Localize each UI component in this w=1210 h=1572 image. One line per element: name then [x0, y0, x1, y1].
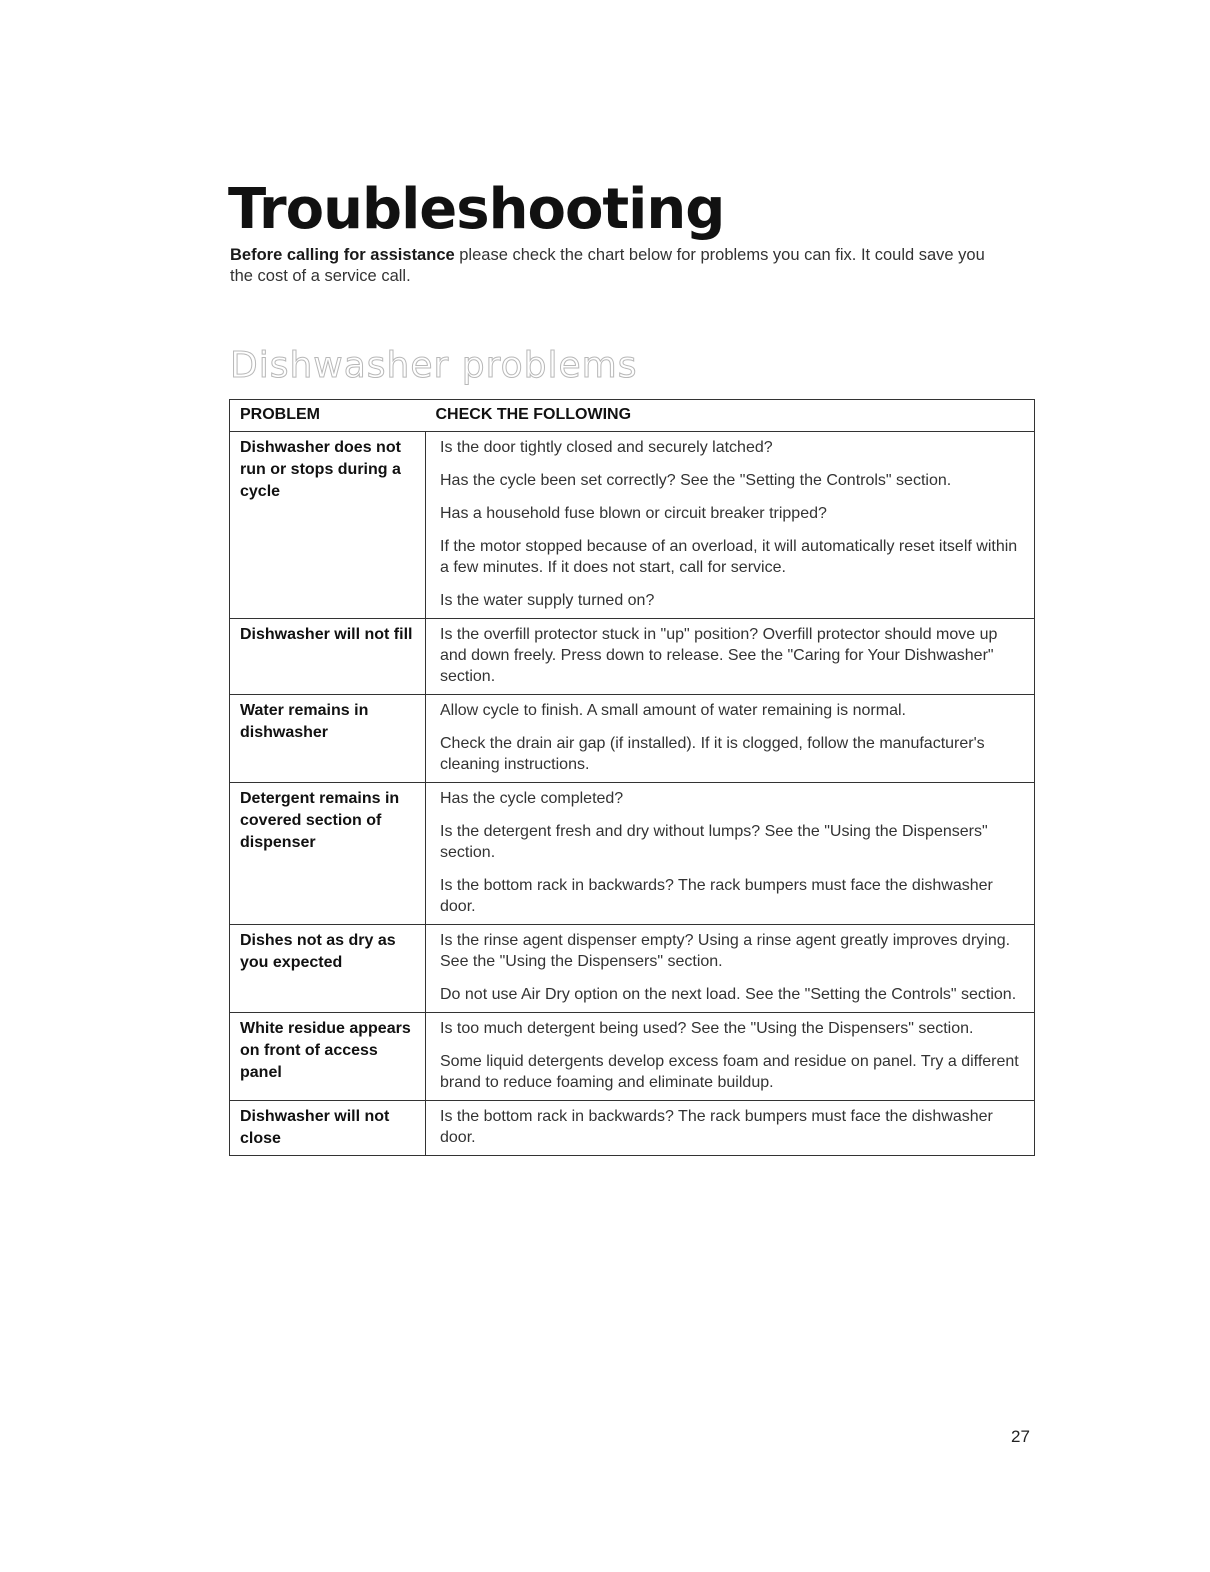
check-item: Has the cycle completed?	[440, 790, 624, 807]
check-item: Has a household fuse blown or circuit breaker tripped?	[440, 505, 827, 522]
table-row	[230, 925, 1035, 1013]
intro-paragraph	[230, 245, 1010, 287]
checks-cell	[426, 1013, 1035, 1101]
problem-cell: Dishes not as dry as you expected	[230, 925, 426, 1013]
check-item: Is the bottom rack in backwards? The rack bumpers must face the dishwasher door.	[440, 877, 993, 915]
checks-cell	[426, 695, 1035, 783]
checks-cell	[426, 432, 1035, 619]
problem-cell: Dishwasher will not close	[230, 1101, 426, 1156]
intro-text: please check the chart below for problems you can fix. It could save you the cost of a service call.	[230, 246, 985, 285]
table-row	[230, 619, 1035, 695]
problem-cell: White residue appears on front of access panel	[230, 1013, 426, 1101]
check-item: Is the rinse agent dispenser empty? Using a rinse agent greatly improves drying. See the "Using the Dispensers" section.	[440, 932, 1011, 970]
check-item: Is the overfill protector stuck in "up" position? Overfill protector should move up and down freely. Press down to release. See the "Caring for Your Dishwasher" section.	[440, 626, 998, 685]
intro-lead: Before calling for assistance	[230, 246, 455, 264]
table-row	[230, 1013, 1035, 1101]
troubleshooting-table	[229, 399, 1035, 1156]
checks-cell	[426, 925, 1035, 1013]
check-item: Is the detergent fresh and dry without lumps? See the "Using the Dispensers" section.	[440, 823, 988, 861]
table-row	[230, 432, 1035, 619]
table-header-row	[230, 400, 1035, 432]
checks-cell	[426, 783, 1035, 925]
check-item: Is too much detergent being used? See the "Using the Dispensers" section.	[440, 1020, 974, 1037]
check-item: Allow cycle to finish. A small amount of water remaining is normal.	[440, 702, 906, 719]
checks-cell	[426, 1101, 1035, 1156]
check-item: Some liquid detergents develop excess foam and residue on panel. Try a different brand to reduce foaming and eliminate buildup.	[440, 1053, 1019, 1091]
check-item: Check the drain air gap (if installed). If it is clogged, follow the manufacturer's cleaning instructions.	[440, 735, 985, 773]
problem-cell: Dishwasher will not fill	[230, 619, 426, 695]
check-item: Is the door tightly closed and securely latched?	[440, 439, 773, 456]
section-heading: Dishwasher problems	[230, 345, 638, 386]
check-item: If the motor stopped because of an overload, it will automatically reset itself within a few minutes. If it does not start, call for service.	[440, 538, 1018, 576]
problem-cell: Water remains in dishwasher	[230, 695, 426, 783]
table-row	[230, 1101, 1035, 1156]
check-item: Has the cycle been set correctly? See the "Setting the Controls" section.	[440, 472, 952, 489]
table-row	[230, 695, 1035, 783]
column-header-problem: PROBLEM	[230, 400, 426, 432]
problem-cell: Detergent remains in covered section of dispenser	[230, 783, 426, 925]
checks-cell	[426, 619, 1035, 695]
table-row	[230, 783, 1035, 925]
page-number: 27	[1011, 1427, 1030, 1446]
table-body	[230, 432, 1035, 1156]
check-item: Do not use Air Dry option on the next load. See the "Setting the Controls" section.	[440, 986, 1017, 1003]
check-item: Is the bottom rack in backwards? The rack bumpers must face the dishwasher door.	[440, 1108, 993, 1146]
check-item: Is the water supply turned on?	[440, 592, 655, 609]
page-title: Troubleshooting	[228, 177, 725, 242]
problem-cell: Dishwasher does not run or stops during a cycle	[230, 432, 426, 619]
column-header-check: CHECK THE FOLLOWING	[426, 400, 1035, 432]
